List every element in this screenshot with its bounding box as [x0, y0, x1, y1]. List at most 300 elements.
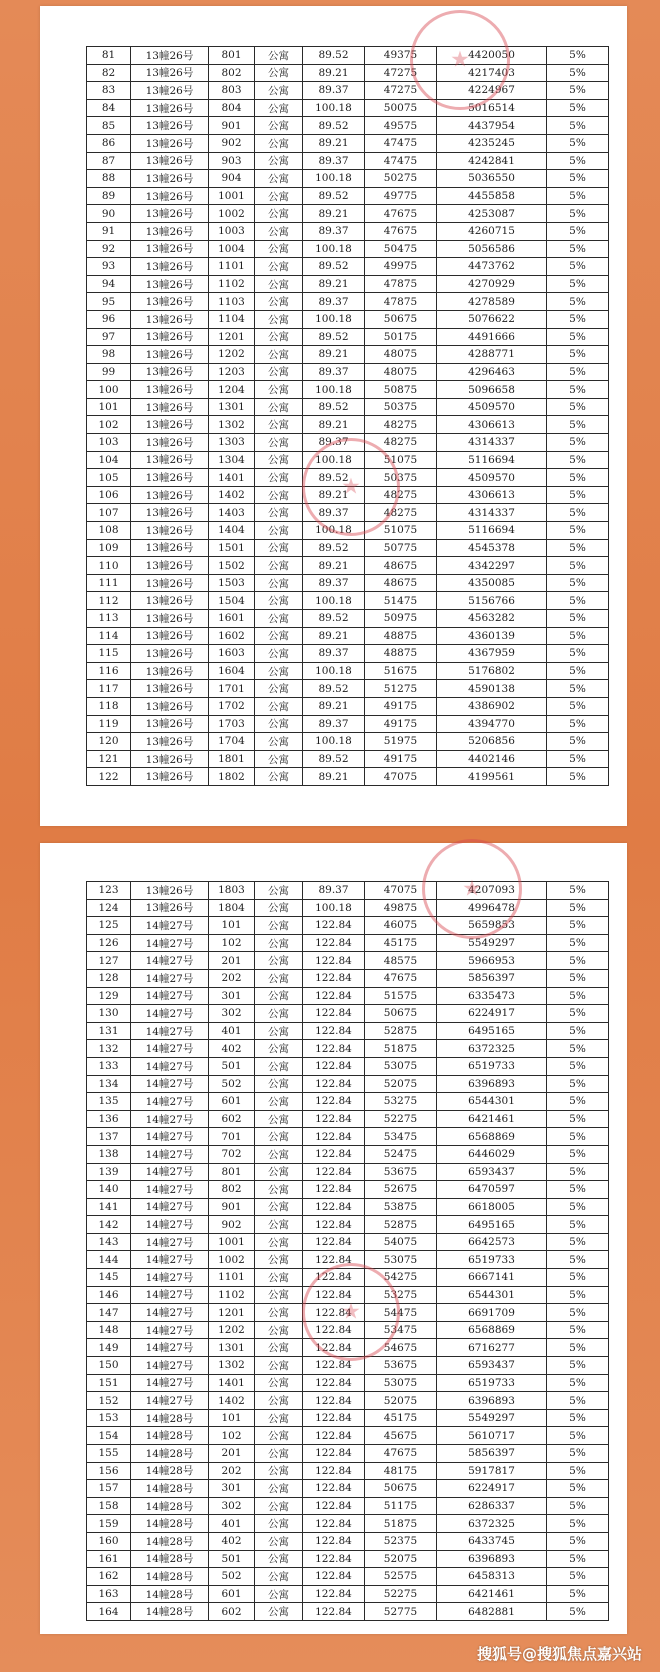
- table-row: [87, 1181, 609, 1199]
- table-cell: 1802: [209, 768, 255, 786]
- table-cell: 5%: [547, 99, 609, 117]
- table-cell: 4296463: [437, 363, 547, 381]
- table-cell: 97: [87, 328, 131, 346]
- table-cell: 5%: [547, 899, 609, 917]
- table-cell: 47875: [365, 275, 437, 293]
- table-cell: 14幢27号: [131, 1075, 209, 1093]
- table-cell: 4402146: [437, 750, 547, 768]
- table-cell: 公寓: [255, 1515, 303, 1533]
- table-cell: 602: [209, 1110, 255, 1128]
- table-cell: 公寓: [255, 64, 303, 82]
- table-cell: 122.84: [303, 969, 365, 987]
- table-cell: 52275: [365, 1585, 437, 1603]
- table-cell: 公寓: [255, 1392, 303, 1410]
- table-cell: 107: [87, 504, 131, 522]
- table-row: [87, 310, 609, 328]
- table-cell: 502: [209, 1075, 255, 1093]
- table-cell: 公寓: [255, 1269, 303, 1287]
- table-cell: 140: [87, 1181, 131, 1199]
- table-cell: 14幢27号: [131, 952, 209, 970]
- table-cell: 51575: [365, 987, 437, 1005]
- table-cell: 5%: [547, 381, 609, 399]
- table-cell: 53475: [365, 1128, 437, 1146]
- table-cell: 公寓: [255, 1409, 303, 1427]
- table-cell: 14幢27号: [131, 1357, 209, 1375]
- table-cell: 5%: [547, 952, 609, 970]
- table-cell: 89.37: [303, 82, 365, 100]
- table-cell: 52775: [365, 1603, 437, 1621]
- table-cell: 122.84: [303, 1497, 365, 1515]
- table-cell: 14幢27号: [131, 917, 209, 935]
- table-cell: 87: [87, 152, 131, 170]
- table-cell: 公寓: [255, 451, 303, 469]
- table-cell: 公寓: [255, 205, 303, 223]
- table-row: [87, 952, 609, 970]
- table-cell: 4278589: [437, 293, 547, 311]
- table-cell: 156: [87, 1462, 131, 1480]
- table-cell: 6691709: [437, 1304, 547, 1322]
- table-cell: 1402: [209, 486, 255, 504]
- table-cell: 1201: [209, 328, 255, 346]
- table-cell: 13幢26号: [131, 64, 209, 82]
- table-cell: 4420050: [437, 47, 547, 65]
- table-row: [87, 99, 609, 117]
- table-cell: 47675: [365, 969, 437, 987]
- table-cell: 5176802: [437, 662, 547, 680]
- table-cell: 14幢27号: [131, 1392, 209, 1410]
- table-cell: 151: [87, 1374, 131, 1392]
- table-cell: 53675: [365, 1163, 437, 1181]
- table-cell: 公寓: [255, 504, 303, 522]
- table-cell: 160: [87, 1532, 131, 1550]
- table-cell: 公寓: [255, 1057, 303, 1075]
- table-cell: 52875: [365, 1022, 437, 1040]
- table-cell: 121: [87, 750, 131, 768]
- table-row: [87, 750, 609, 768]
- table-cell: 5%: [547, 522, 609, 540]
- table-cell: 91: [87, 222, 131, 240]
- table-cell: 150: [87, 1357, 131, 1375]
- table-cell: 公寓: [255, 645, 303, 663]
- table-row: [87, 1374, 609, 1392]
- table-cell: 122.84: [303, 1603, 365, 1621]
- table-cell: 6482881: [437, 1603, 547, 1621]
- table-cell: 公寓: [255, 952, 303, 970]
- table-cell: 公寓: [255, 899, 303, 917]
- table-cell: 公寓: [255, 1040, 303, 1058]
- table-cell: 105: [87, 469, 131, 487]
- table-cell: 公寓: [255, 275, 303, 293]
- table-cell: 100.18: [303, 381, 365, 399]
- table-cell: 5%: [547, 882, 609, 900]
- table-cell: 5%: [547, 1198, 609, 1216]
- table-row: [87, 539, 609, 557]
- table-cell: 公寓: [255, 715, 303, 733]
- table-cell: 89: [87, 187, 131, 205]
- table-cell: 公寓: [255, 1374, 303, 1392]
- table-cell: 89.37: [303, 715, 365, 733]
- table-cell: 116: [87, 662, 131, 680]
- table-cell: 125: [87, 917, 131, 935]
- table-cell: 109: [87, 539, 131, 557]
- table-cell: 47075: [365, 768, 437, 786]
- table-cell: 124: [87, 899, 131, 917]
- table-cell: 13幢26号: [131, 134, 209, 152]
- table-cell: 14幢27号: [131, 1233, 209, 1251]
- table-cell: 122.84: [303, 1585, 365, 1603]
- table-cell: 89.21: [303, 557, 365, 575]
- table-cell: 4314337: [437, 434, 547, 452]
- table-cell: 5856397: [437, 1445, 547, 1463]
- table-cell: 13幢26号: [131, 398, 209, 416]
- table-cell: 89.52: [303, 398, 365, 416]
- table-cell: 5%: [547, 917, 609, 935]
- table-row: [87, 592, 609, 610]
- table-cell: 14幢27号: [131, 1145, 209, 1163]
- table-cell: 5%: [547, 1040, 609, 1058]
- table-cell: 401: [209, 1022, 255, 1040]
- table-cell: 48575: [365, 952, 437, 970]
- table-cell: 161: [87, 1550, 131, 1568]
- table-cell: 49875: [365, 899, 437, 917]
- table-cell: 4455858: [437, 187, 547, 205]
- table-cell: 1304: [209, 451, 255, 469]
- table-cell: 1102: [209, 275, 255, 293]
- table-cell: 4207093: [437, 882, 547, 900]
- table-cell: 公寓: [255, 1532, 303, 1550]
- table-cell: 5%: [547, 1286, 609, 1304]
- table-cell: 5%: [547, 934, 609, 952]
- table-cell: 108: [87, 522, 131, 540]
- table-cell: 1102: [209, 1286, 255, 1304]
- table-cell: 14幢28号: [131, 1445, 209, 1463]
- table-cell: 50475: [365, 240, 437, 258]
- table-cell: 122.84: [303, 1568, 365, 1586]
- table-cell: 5%: [547, 768, 609, 786]
- table-row: [87, 1093, 609, 1111]
- table-cell: 1202: [209, 346, 255, 364]
- table-cell: 公寓: [255, 662, 303, 680]
- table-cell: 89.52: [303, 610, 365, 628]
- table-cell: 5%: [547, 240, 609, 258]
- table-cell: 公寓: [255, 1075, 303, 1093]
- table-cell: 89.21: [303, 205, 365, 223]
- table-cell: 49375: [365, 47, 437, 65]
- table-row: [87, 451, 609, 469]
- table-cell: 50275: [365, 170, 437, 188]
- table-cell: 4288771: [437, 346, 547, 364]
- table-row: [87, 258, 609, 276]
- table-cell: 5610717: [437, 1427, 547, 1445]
- table-cell: 13幢26号: [131, 697, 209, 715]
- table-row: [87, 1057, 609, 1075]
- table-cell: 146: [87, 1286, 131, 1304]
- table-cell: 48275: [365, 504, 437, 522]
- table-row: [87, 1040, 609, 1058]
- table-cell: 公寓: [255, 1480, 303, 1498]
- table-row: [87, 1321, 609, 1339]
- table-cell: 122.84: [303, 1321, 365, 1339]
- table-cell: 4367959: [437, 645, 547, 663]
- table-cell: 4360139: [437, 627, 547, 645]
- table-cell: 1502: [209, 557, 255, 575]
- table-row: [87, 1409, 609, 1427]
- table-row: [87, 627, 609, 645]
- table-cell: 13幢26号: [131, 346, 209, 364]
- table-cell: 13幢26号: [131, 310, 209, 328]
- table-cell: 5%: [547, 117, 609, 135]
- table-cell: 公寓: [255, 1110, 303, 1128]
- table-cell: 1801: [209, 750, 255, 768]
- table-cell: 1302: [209, 416, 255, 434]
- table-cell: 81: [87, 47, 131, 65]
- table-cell: 122.84: [303, 1480, 365, 1498]
- table-cell: 公寓: [255, 1163, 303, 1181]
- table-row: [87, 416, 609, 434]
- table-cell: 122.84: [303, 1286, 365, 1304]
- table-cell: 公寓: [255, 1005, 303, 1023]
- table-cell: 47675: [365, 205, 437, 223]
- table-cell: 13幢26号: [131, 899, 209, 917]
- table-cell: 137: [87, 1128, 131, 1146]
- table-cell: 53075: [365, 1374, 437, 1392]
- table-cell: 5%: [547, 1251, 609, 1269]
- table-cell: 4996478: [437, 899, 547, 917]
- table-cell: 5%: [547, 1163, 609, 1181]
- table-cell: 111: [87, 574, 131, 592]
- table-cell: 5%: [547, 680, 609, 698]
- table-cell: 1004: [209, 240, 255, 258]
- table-cell: 904: [209, 170, 255, 188]
- table-row: [87, 486, 609, 504]
- table-cell: 5116694: [437, 522, 547, 540]
- table-cell: 136: [87, 1110, 131, 1128]
- table-cell: 100.18: [303, 99, 365, 117]
- table-cell: 601: [209, 1585, 255, 1603]
- table-cell: 122.84: [303, 1445, 365, 1463]
- table-cell: 51075: [365, 522, 437, 540]
- table-cell: 5156766: [437, 592, 547, 610]
- table-cell: 5%: [547, 1233, 609, 1251]
- table-cell: 50375: [365, 469, 437, 487]
- table-cell: 133: [87, 1057, 131, 1075]
- table-cell: 122.84: [303, 1216, 365, 1234]
- table-cell: 14幢27号: [131, 1057, 209, 1075]
- table-cell: 801: [209, 47, 255, 65]
- table-cell: 147: [87, 1304, 131, 1322]
- table-cell: 13幢26号: [131, 486, 209, 504]
- table-cell: 301: [209, 1480, 255, 1498]
- table-cell: 公寓: [255, 1145, 303, 1163]
- table-cell: 14幢27号: [131, 1216, 209, 1234]
- table-cell: 公寓: [255, 969, 303, 987]
- table-cell: 99: [87, 363, 131, 381]
- table-row: [87, 504, 609, 522]
- table-cell: 50875: [365, 381, 437, 399]
- table-cell: 90: [87, 205, 131, 223]
- table-cell: 1402: [209, 1392, 255, 1410]
- table-cell: 50675: [365, 310, 437, 328]
- table-cell: 162: [87, 1568, 131, 1586]
- table-row: [87, 398, 609, 416]
- table-cell: 201: [209, 1445, 255, 1463]
- table-cell: 6519733: [437, 1374, 547, 1392]
- table-cell: 5%: [547, 1497, 609, 1515]
- table-cell: 1202: [209, 1321, 255, 1339]
- table-cell: 48875: [365, 645, 437, 663]
- table-cell: 13幢26号: [131, 99, 209, 117]
- table-cell: 122.84: [303, 1427, 365, 1445]
- table-cell: 公寓: [255, 1603, 303, 1621]
- table-cell: 89.21: [303, 486, 365, 504]
- table-cell: 5%: [547, 275, 609, 293]
- table-cell: 公寓: [255, 47, 303, 65]
- table-cell: 89.52: [303, 187, 365, 205]
- table-row: [87, 1233, 609, 1251]
- table-cell: 4473762: [437, 258, 547, 276]
- table-cell: 155: [87, 1445, 131, 1463]
- table-cell: 13幢26号: [131, 381, 209, 399]
- table-cell: 51075: [365, 451, 437, 469]
- table-cell: 1803: [209, 882, 255, 900]
- table-row: [87, 645, 609, 663]
- table-cell: 501: [209, 1057, 255, 1075]
- table-cell: 1601: [209, 610, 255, 628]
- table-cell: 117: [87, 680, 131, 698]
- table-cell: 152: [87, 1392, 131, 1410]
- table-cell: 5%: [547, 1093, 609, 1111]
- table-cell: 4342297: [437, 557, 547, 575]
- table-cell: 13幢26号: [131, 680, 209, 698]
- table-cell: 122.84: [303, 1515, 365, 1533]
- table-cell: 4386902: [437, 697, 547, 715]
- table-cell: 89.37: [303, 574, 365, 592]
- table-cell: 83: [87, 82, 131, 100]
- table-cell: 501: [209, 1550, 255, 1568]
- table-cell: 134: [87, 1075, 131, 1093]
- table-cell: 6335473: [437, 987, 547, 1005]
- table-cell: 6372325: [437, 1040, 547, 1058]
- table-cell: 145: [87, 1269, 131, 1287]
- table-cell: 5206856: [437, 733, 547, 751]
- table-cell: 82: [87, 64, 131, 82]
- table-row: [87, 1603, 609, 1621]
- table-cell: 4306613: [437, 416, 547, 434]
- table-row: [87, 1269, 609, 1287]
- table-cell: 5%: [547, 1480, 609, 1498]
- table-cell: 89.21: [303, 346, 365, 364]
- table-cell: 89.21: [303, 275, 365, 293]
- table-cell: 13幢26号: [131, 645, 209, 663]
- table-cell: 1602: [209, 627, 255, 645]
- table-cell: 1101: [209, 1269, 255, 1287]
- table-cell: 5%: [547, 363, 609, 381]
- table-cell: 公寓: [255, 882, 303, 900]
- table-cell: 5%: [547, 346, 609, 364]
- table-cell: 48175: [365, 1462, 437, 1480]
- table-cell: 122.84: [303, 1163, 365, 1181]
- table-cell: 118: [87, 697, 131, 715]
- table-cell: 5%: [547, 451, 609, 469]
- table-cell: 49175: [365, 697, 437, 715]
- table-cell: 1203: [209, 363, 255, 381]
- table-cell: 101: [209, 917, 255, 935]
- table-cell: 96: [87, 310, 131, 328]
- table-cell: 4306613: [437, 486, 547, 504]
- table-cell: 14幢27号: [131, 1374, 209, 1392]
- table-cell: 公寓: [255, 1462, 303, 1480]
- table-cell: 4260715: [437, 222, 547, 240]
- table-cell: 122.84: [303, 1057, 365, 1075]
- table-cell: 89.52: [303, 539, 365, 557]
- table-row: [87, 1304, 609, 1322]
- table-cell: 5%: [547, 416, 609, 434]
- table-cell: 13幢26号: [131, 539, 209, 557]
- table-cell: 1204: [209, 381, 255, 399]
- table-cell: 5%: [547, 1550, 609, 1568]
- table-cell: 93: [87, 258, 131, 276]
- table-cell: 54075: [365, 1233, 437, 1251]
- table-cell: 100.18: [303, 451, 365, 469]
- table-cell: 47475: [365, 134, 437, 152]
- table-row: [87, 64, 609, 82]
- table-cell: 6421461: [437, 1585, 547, 1603]
- table-cell: 1404: [209, 522, 255, 540]
- price-table: [86, 881, 609, 1621]
- table-row: [87, 381, 609, 399]
- table-cell: 54275: [365, 1269, 437, 1287]
- table-row: [87, 1392, 609, 1410]
- price-list-page-1: [40, 6, 627, 826]
- table-cell: 13幢26号: [131, 662, 209, 680]
- table-cell: 51275: [365, 680, 437, 698]
- table-cell: 公寓: [255, 1357, 303, 1375]
- table-cell: 6519733: [437, 1057, 547, 1075]
- table-cell: 13幢26号: [131, 47, 209, 65]
- table-cell: 1002: [209, 205, 255, 223]
- table-cell: 158: [87, 1497, 131, 1515]
- table-cell: 公寓: [255, 1198, 303, 1216]
- table-cell: 14幢28号: [131, 1409, 209, 1427]
- table-cell: 153: [87, 1409, 131, 1427]
- table-cell: 48275: [365, 416, 437, 434]
- table-cell: 公寓: [255, 240, 303, 258]
- table-cell: 5%: [547, 1128, 609, 1146]
- table-cell: 48875: [365, 627, 437, 645]
- table-cell: 100.18: [303, 170, 365, 188]
- table-cell: 48275: [365, 486, 437, 504]
- table-cell: 53475: [365, 1321, 437, 1339]
- table-cell: 89.52: [303, 117, 365, 135]
- table-cell: 122.84: [303, 1251, 365, 1269]
- table-cell: 48675: [365, 574, 437, 592]
- table-cell: 公寓: [255, 258, 303, 276]
- table-cell: 49175: [365, 750, 437, 768]
- table-cell: 5%: [547, 1532, 609, 1550]
- table-cell: 127: [87, 952, 131, 970]
- table-cell: 14幢27号: [131, 1181, 209, 1199]
- table-cell: 53675: [365, 1357, 437, 1375]
- table-cell: 5%: [547, 1145, 609, 1163]
- watermark-text: 搜狐号@搜狐焦点嘉兴站: [476, 1645, 642, 1663]
- table-cell: 5%: [547, 662, 609, 680]
- table-row: [87, 1445, 609, 1463]
- table-cell: 52275: [365, 1110, 437, 1128]
- table-row: [87, 733, 609, 751]
- table-cell: 1002: [209, 1251, 255, 1269]
- table-cell: 1703: [209, 715, 255, 733]
- table-cell: 89.37: [303, 293, 365, 311]
